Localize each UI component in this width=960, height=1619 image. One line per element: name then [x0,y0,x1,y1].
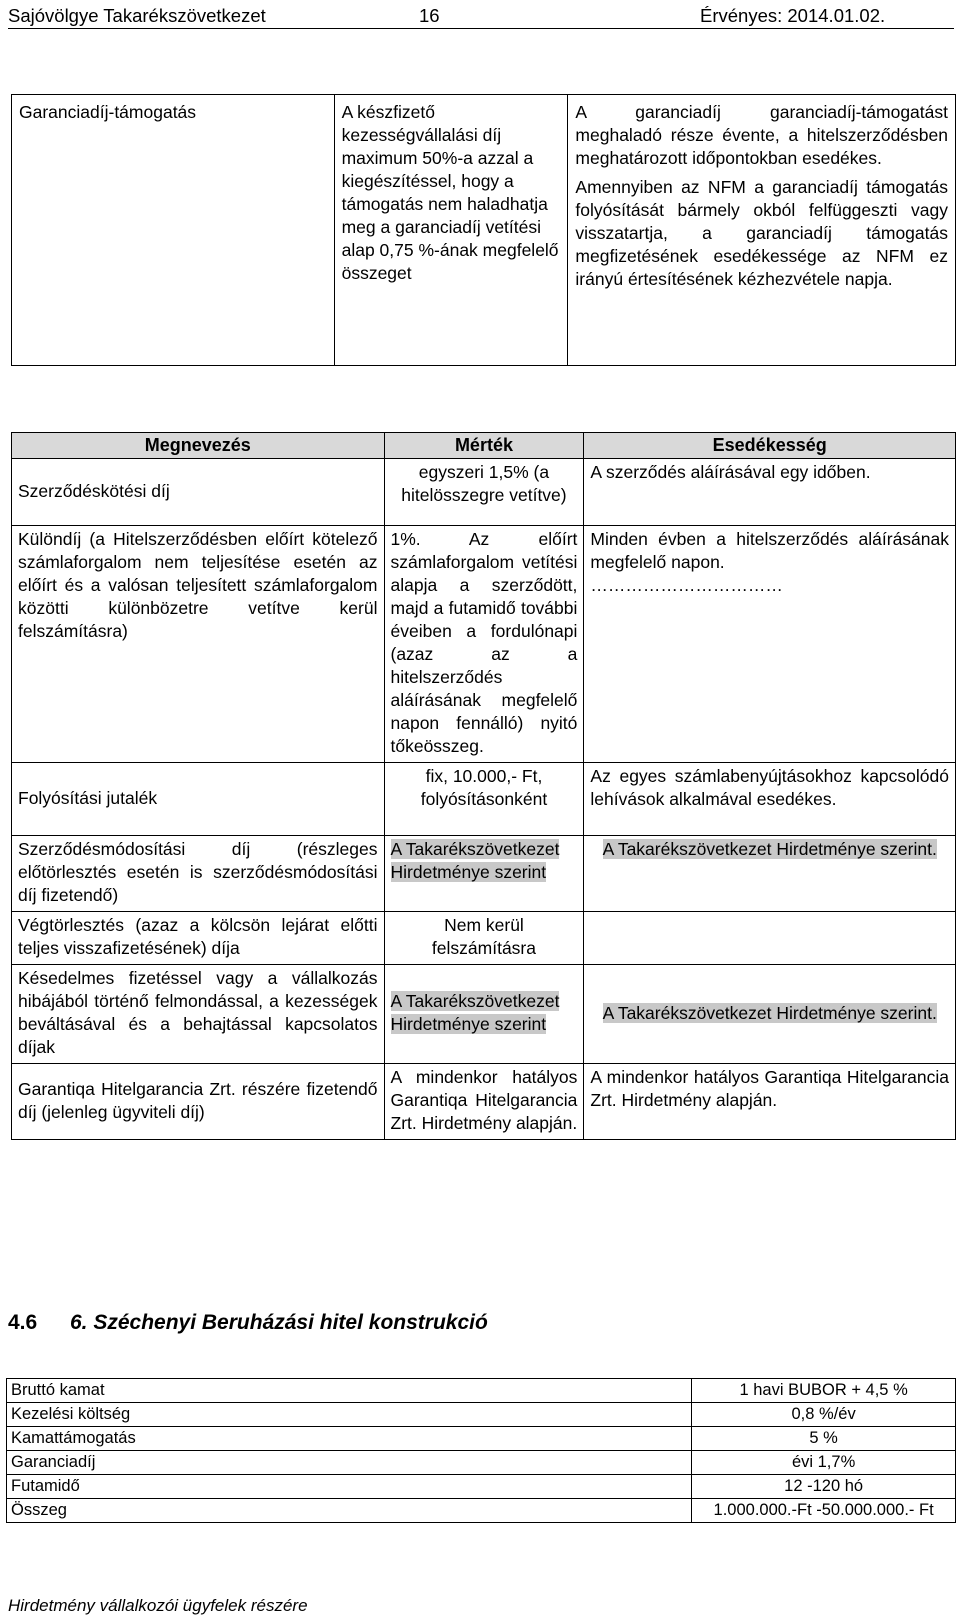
fee-name: Szerződésmódosítási díj (részleges előtörlesztés esetén is szerződésmódosítási díj fizetendő) [12,836,385,912]
condition-value: 0,8 %/év [692,1403,956,1427]
guarantee-support-table [11,94,956,366]
table-row [12,459,956,526]
table-row [7,1379,956,1403]
table-row [12,912,956,965]
condition-value: 12 -120 hó [692,1475,956,1499]
condition-label: Futamidő [7,1475,692,1499]
table-row [7,1427,956,1451]
footer-text: Hirdetmény vállalkozói ügyfelek részére [8,1596,308,1615]
fee-rate: 1%. Az előírt számlaforgalom vetítési alapja a szerződött, majd a futamidő további éveiben a fordulónapi (azaz az a hitelszerződés aláírásának megfelelő napon fennálló) nyitó tőkeösszeg. [384,526,584,763]
table-row [12,965,956,1064]
fee-due: Az egyes számlabenyújtásokhoz kapcsolódó lehívások alkalmával esedékes. [584,763,956,836]
condition-label: Garanciadíj [7,1451,692,1475]
table-header-row [12,433,956,459]
guarantee-due-paragraph-1: A garanciadíj garanciadíj-támogatást meghaladó része évente, a hitelszerződésben meghatározott időpontokban esedékes. [575,102,948,168]
condition-value: 1 havi BUBOR + 4,5 % [692,1379,956,1403]
guarantee-due-cell [568,95,956,366]
fee-due: A Takarékszövetkezet Hirdetménye szerint. [602,839,937,859]
table-row [12,1064,956,1140]
fee-due-cell [584,965,956,1064]
table-row [7,1403,956,1427]
header-page-number: 16 [419,5,440,26]
fee-name: Késedelmes fizetéssel vagy a vállalkozás hibájából történő felmondással, a kezességek beváltásával és a behajtással kapcsolatos díjak [12,965,385,1064]
fee-name: Különdíj (a Hitelszerződésben előírt kötelező számlaforgalom nem teljesítése esetén az előírt és a valósan teljesített számlaforgalom közötti különbözetre vetítve kerül felszámításra) [12,526,385,763]
condition-value: 5 % [692,1427,956,1451]
column-header-due: Esedékesség [584,433,956,459]
fee-name: Folyósítási jutalék [12,763,385,836]
fee-rate: A Takarékszövetkezet Hirdetménye szerint [390,839,560,882]
loan-conditions-table [6,1378,956,1523]
section-heading [8,1311,488,1334]
fee-due-cell [584,526,956,763]
table-row [7,1499,956,1523]
condition-label: Kamattámogatás [7,1427,692,1451]
guarantee-due-paragraph-2: Amennyiben az NFM a garanciadíj támogatás folyósítását bármely okból felfüggeszti vagy visszatartja, a garanciadíj támogatás megfizetésének esedékessége az NFM ez irányú értesítésének kézhezvétele napja. [575,177,948,289]
fee-due: Minden évben a hitelszerződés aláírásának megfelelő napon. [590,529,949,572]
table-row [7,1451,956,1475]
condition-label: Bruttó kamat [7,1379,692,1403]
fee-due-placeholder: …………………………… [590,575,783,595]
header-org: Sajóvölgye Takarékszövetkezet [8,5,266,26]
fee-name: Garantiqa Hitelgarancia Zrt. részére fizetendő díj (jelenleg ügyviteli díj) [12,1064,385,1140]
table-row [12,763,956,836]
guarantee-amount: A készfizető kezességvállalási díj maximum 50%-a azzal a kiegészítéssel, hogy a támogatás nem haladhatja meg a garanciadíj vetítési alap 0,75 %-ának megfelelő összeget [334,95,568,366]
fee-rate: A mindenkor hatályos Garantiqa Hitelgarancia Zrt. Hirdetmény alapján. [384,1064,584,1140]
fee-rate: egyszeri 1,5% (a hitelösszegre vetítve) [384,459,584,526]
fee-due-cell [584,836,956,912]
fee-due: A szerződés aláírásával egy időben. [584,459,956,526]
fee-rate-cell [384,965,584,1064]
section-number: 4.6 [8,1311,38,1334]
condition-label: Összeg [7,1499,692,1523]
fee-rate: fix, 10.000,- Ft, folyósításonként [384,763,584,836]
guarantee-name: Garanciadíj-támogatás [12,95,335,366]
header-rule [8,28,954,29]
fee-rate-cell [384,836,584,912]
column-header-rate: Mérték [384,433,584,459]
header-validity: Érvényes: 2014.01.02. [700,5,886,26]
column-header-name: Megnevezés [12,433,385,459]
table-row [12,526,956,763]
section-title: 6. Széchenyi Beruházási hitel konstrukció [70,1311,488,1334]
fee-due [584,912,956,965]
fee-due: A mindenkor hatályos Garantiqa Hitelgarancia Zrt. Hirdetmény alapján. [584,1064,956,1140]
condition-value: 1.000.000.-Ft -50.000.000.- Ft [692,1499,956,1523]
condition-value: évi 1,7% [692,1451,956,1475]
fee-due: A Takarékszövetkezet Hirdetménye szerint. [602,1002,937,1023]
fees-table [11,432,956,1140]
fee-rate: Nem kerül felszámításra [384,912,584,965]
fee-name: Szerződéskötési díj [12,459,385,526]
fee-rate: A Takarékszövetkezet Hirdetménye szerint [390,991,560,1034]
condition-label: Kezelési költség [7,1403,692,1427]
fee-name: Végtörlesztés (azaz a kölcsön lejárat előtti teljes visszafizetésének) díja [12,912,385,965]
table-row [12,95,956,366]
table-row [12,836,956,912]
table-row [7,1475,956,1499]
